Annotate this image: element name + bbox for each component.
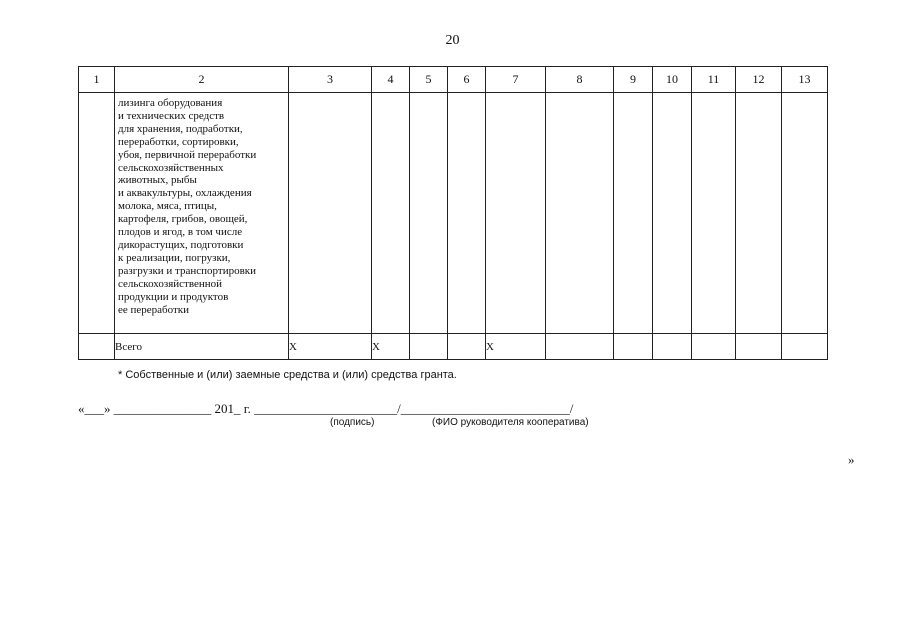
signature-caption: (подпись) bbox=[330, 417, 375, 428]
description-line: плодов и ягод, в том числе bbox=[118, 226, 243, 239]
description-line: и аквакультуры, охлаждения bbox=[118, 187, 252, 200]
table-cell bbox=[410, 93, 448, 334]
column-header: 11 bbox=[692, 67, 736, 93]
table-cell bbox=[289, 93, 372, 334]
description-line: и технических средств bbox=[118, 109, 225, 122]
column-header: 9 bbox=[614, 67, 653, 93]
column-header: 12 bbox=[736, 67, 782, 93]
total-cell bbox=[546, 334, 614, 360]
column-header: 7 bbox=[486, 67, 546, 93]
column-header: 10 bbox=[653, 67, 692, 93]
form-table bbox=[78, 66, 828, 360]
description-line: лизинга оборудования bbox=[118, 97, 223, 109]
description-line: для хранения, подработки, bbox=[118, 122, 243, 135]
table-header-row bbox=[79, 67, 828, 93]
total-cell bbox=[653, 334, 692, 360]
column-header: 2 bbox=[115, 67, 289, 93]
total-cell bbox=[448, 334, 486, 360]
row-description-cell bbox=[115, 93, 289, 334]
column-header: 3 bbox=[289, 67, 372, 93]
description-line: разгрузки и транспортировки bbox=[118, 264, 257, 277]
column-header: 8 bbox=[546, 67, 614, 93]
closing-quote: » bbox=[848, 452, 855, 467]
total-cell bbox=[692, 334, 736, 360]
name-caption: (ФИО руководителя кооператива) bbox=[432, 417, 589, 428]
total-cell: Х bbox=[486, 334, 546, 360]
footnote: * Собственные и (или) заемные средства и (или) средства гранта. bbox=[118, 369, 457, 381]
page-number: 20 bbox=[445, 33, 460, 48]
description-line: переработки, сортировки, bbox=[118, 135, 239, 148]
column-header: 4 bbox=[372, 67, 410, 93]
total-row bbox=[79, 334, 828, 360]
total-cell bbox=[736, 334, 782, 360]
description-line: картофеля, грибов, овощей, bbox=[118, 213, 248, 226]
total-cell bbox=[410, 334, 448, 360]
table-cell bbox=[79, 93, 115, 334]
table-cell bbox=[692, 93, 736, 334]
description-line: молока, мяса, птицы, bbox=[118, 200, 217, 213]
total-cell bbox=[614, 334, 653, 360]
column-header: 1 bbox=[79, 67, 115, 93]
column-header: 13 bbox=[782, 67, 828, 93]
description-line: животных, рыбы bbox=[118, 174, 197, 187]
table-cell bbox=[782, 93, 828, 334]
total-cell bbox=[79, 334, 115, 360]
total-label: Всего bbox=[115, 334, 289, 360]
table-cell bbox=[372, 93, 410, 334]
column-header: 6 bbox=[448, 67, 486, 93]
description-line: убоя, первичной переработки bbox=[118, 148, 257, 161]
total-cell bbox=[782, 334, 828, 360]
row-description bbox=[115, 93, 288, 316]
table-cell bbox=[448, 93, 486, 334]
description-line: продукции и продуктов bbox=[118, 290, 229, 303]
description-line: ее переработки bbox=[118, 303, 190, 316]
description-line: сельскохозяйственных bbox=[118, 161, 224, 174]
table-cell bbox=[546, 93, 614, 334]
table-cell bbox=[653, 93, 692, 334]
description-line: к реализации, погрузки, bbox=[118, 251, 231, 264]
table-row bbox=[79, 93, 828, 334]
table-cell bbox=[736, 93, 782, 334]
column-header: 5 bbox=[410, 67, 448, 93]
total-cell: Х bbox=[372, 334, 410, 360]
table-cell bbox=[614, 93, 653, 334]
description-line: сельскохозяйственной bbox=[118, 277, 223, 290]
total-cell: Х bbox=[289, 334, 372, 360]
signature-line: «___» _______________ 201_ г. ______________________/__________________________/ bbox=[78, 401, 574, 416]
description-line: дикорастущих, подготовки bbox=[118, 238, 244, 251]
table-cell bbox=[486, 93, 546, 334]
